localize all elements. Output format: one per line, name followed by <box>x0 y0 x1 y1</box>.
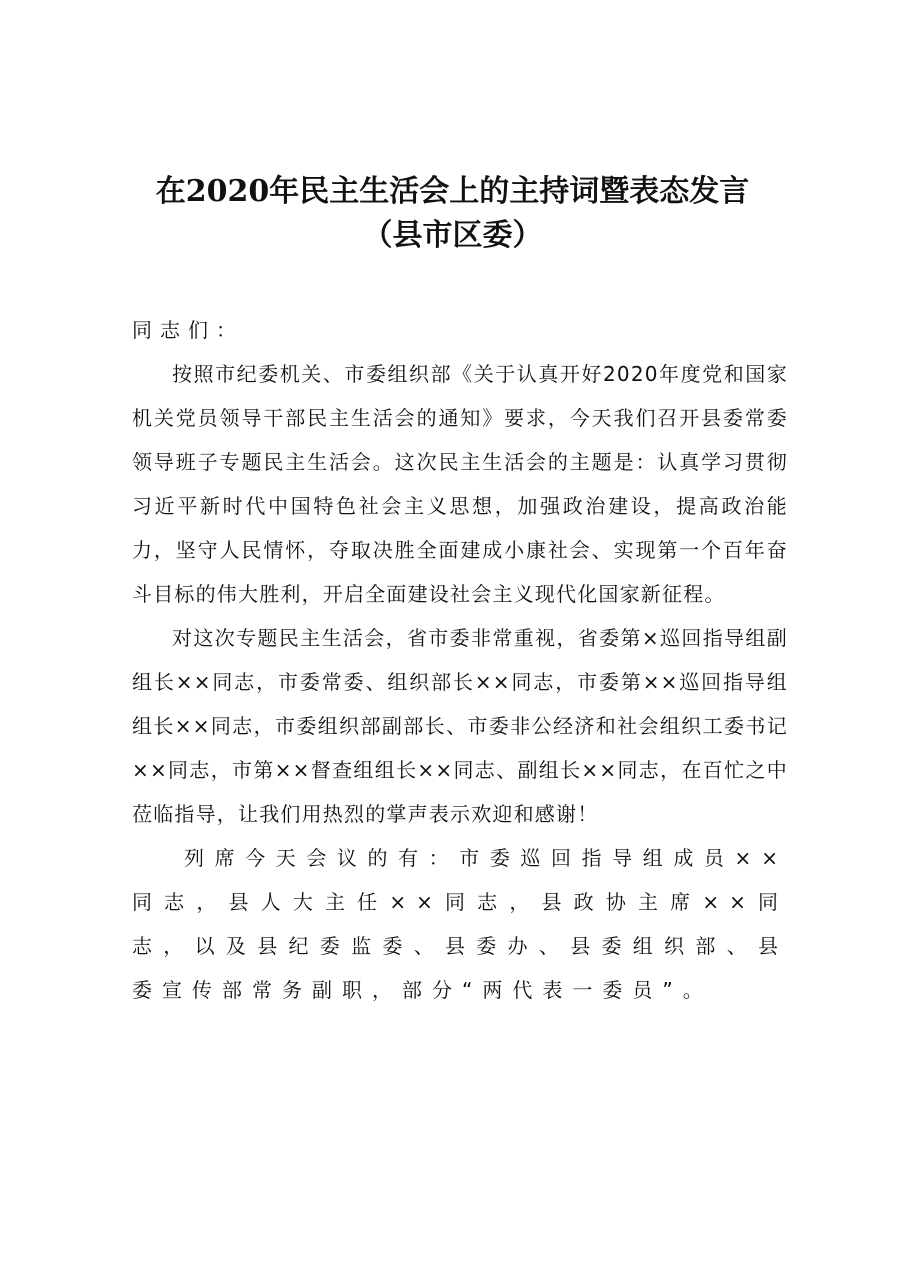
salutation: 同志们： <box>132 318 244 342</box>
paragraph-guests-welcome: 对这次专题民主生活会，省市委非常重视，省委第×巡回指导组副组长××同志，市委常委、组织部长××同志，市委第××巡回指导组组长××同志，市委组织部副部长、市委非公经济和社会组织工委书记××同志，市第××督查组组长××同志、副组长××同志，在百忙之中莅临指导，让我们用热烈的掌声表示欢迎和感谢！ <box>132 626 788 826</box>
document-body <box>132 308 788 1012</box>
paragraph-meeting-purpose: 按照市纪委机关、市委组织部《关于认真开好2020年度党和国家机关党员领导干部民主生活会的通知》要求，今天我们召开县委常委领导班子专题民主生活会。这次民主生活会的主题是：认真学习贯彻习近平新时代中国特色社会主义思想，加强政治建设，提高政治能力，坚守人民情怀，夺取决胜全面建成小康社会、实现第一个百年奋斗目标的伟大胜利，开启全面建设社会主义现代化国家新征程。 <box>132 362 788 606</box>
title-line-subtitle: （县市区委） <box>362 218 543 253</box>
document-title <box>0 170 905 258</box>
title-line-main: 在2020年民主生活会上的主持词暨表态发言 <box>155 174 750 209</box>
paragraph-attendees: 列席今天会议的有：市委巡回指导组成员××同志，县人大主任××同志，县政协主席××同志，以及县纪委监委、县委办、县委组织部、县委宣传部常务副职，部分“两代表一委员”。 <box>132 846 788 1002</box>
